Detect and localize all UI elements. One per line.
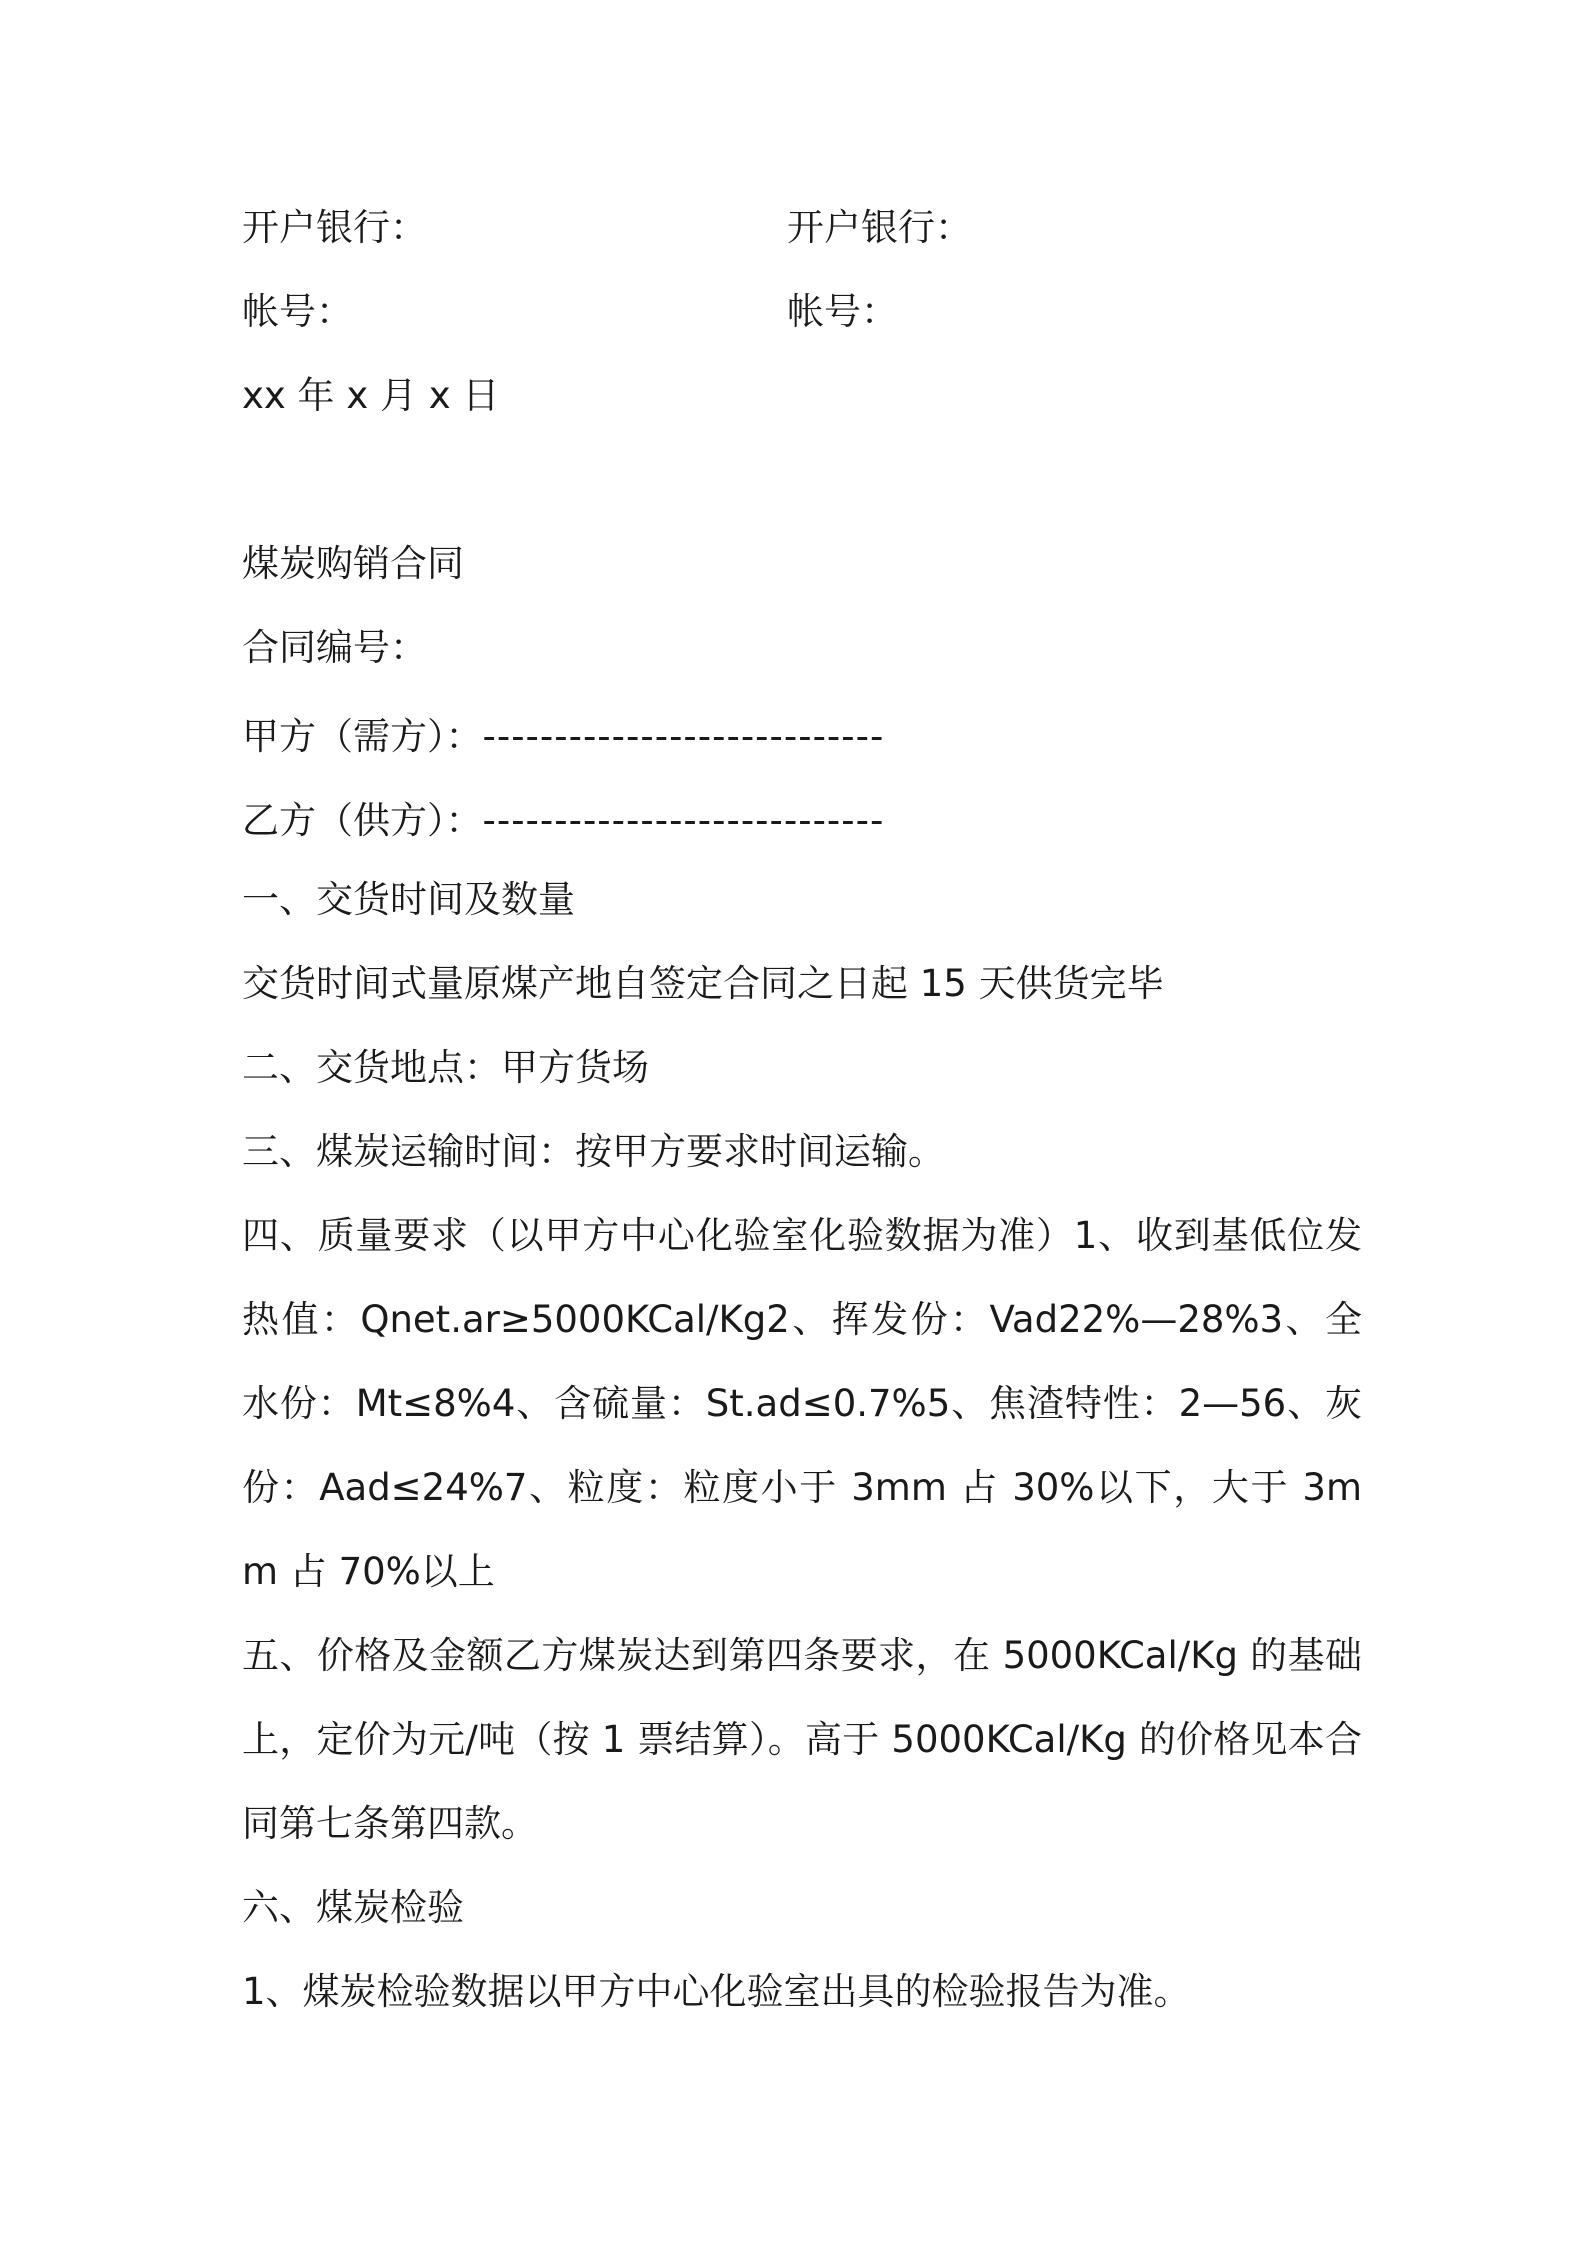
party-b-blank: ---------------------------- bbox=[482, 799, 885, 842]
party-a-label: 甲方（需方）： bbox=[242, 715, 483, 758]
left-bank-label: 开户银行： bbox=[242, 206, 427, 249]
right-account-label: 帐号： bbox=[787, 290, 898, 333]
section-1-body: 交货时间式量原煤产地自签定合同之日起 15 天供货完毕 bbox=[242, 962, 1164, 1005]
party-a-line bbox=[242, 712, 884, 762]
section-4-quality: 四、质量要求（以甲方中心化验室化验数据为准）1、收到基低位发热值：Qnet.ar≥5000KCal/Kg2、挥发份：Vad22%—28%3、全水份：Mt≤8%4、含硫量：St.ad≤0.7%5、焦渣特性：2—56、灰份：Aad≤24%7、粒度：粒度小于 3mm 占 30%以下，大于 3mm 占 70%以上 bbox=[242, 1214, 1362, 1593]
section-1-heading: 一、交货时间及数量 bbox=[242, 878, 575, 921]
section-2: 二、交货地点：甲方货场 bbox=[242, 1046, 649, 1089]
party-b-line bbox=[242, 796, 884, 846]
party-b-label: 乙方（供方）： bbox=[242, 799, 483, 842]
left-account-label: 帐号： bbox=[242, 290, 353, 333]
section-6-heading: 六、煤炭检验 bbox=[242, 1886, 464, 1929]
contract-title: 煤炭购销合同 bbox=[242, 542, 464, 585]
section-3: 三、煤炭运输时间：按甲方要求时间运输。 bbox=[242, 1130, 945, 1173]
party-a-blank: ---------------------------- bbox=[482, 715, 885, 758]
right-bank-label: 开户银行： bbox=[787, 206, 972, 249]
section-6-item-1: 1、煤炭检验数据以甲方中心化验室出具的检验报告为准。 bbox=[242, 1970, 1191, 2013]
section-5-price: 五、价格及金额乙方煤炭达到第四条要求，在 5000KCal/Kg 的基础上，定价为元/吨（按 1 票结算）。高于 5000KCal/Kg 的价格见本合同第七条第四款。 bbox=[242, 1634, 1362, 1845]
date-line: xx 年 x 月 x 日 bbox=[242, 374, 500, 417]
contract-number-label: 合同编号： bbox=[242, 626, 427, 669]
